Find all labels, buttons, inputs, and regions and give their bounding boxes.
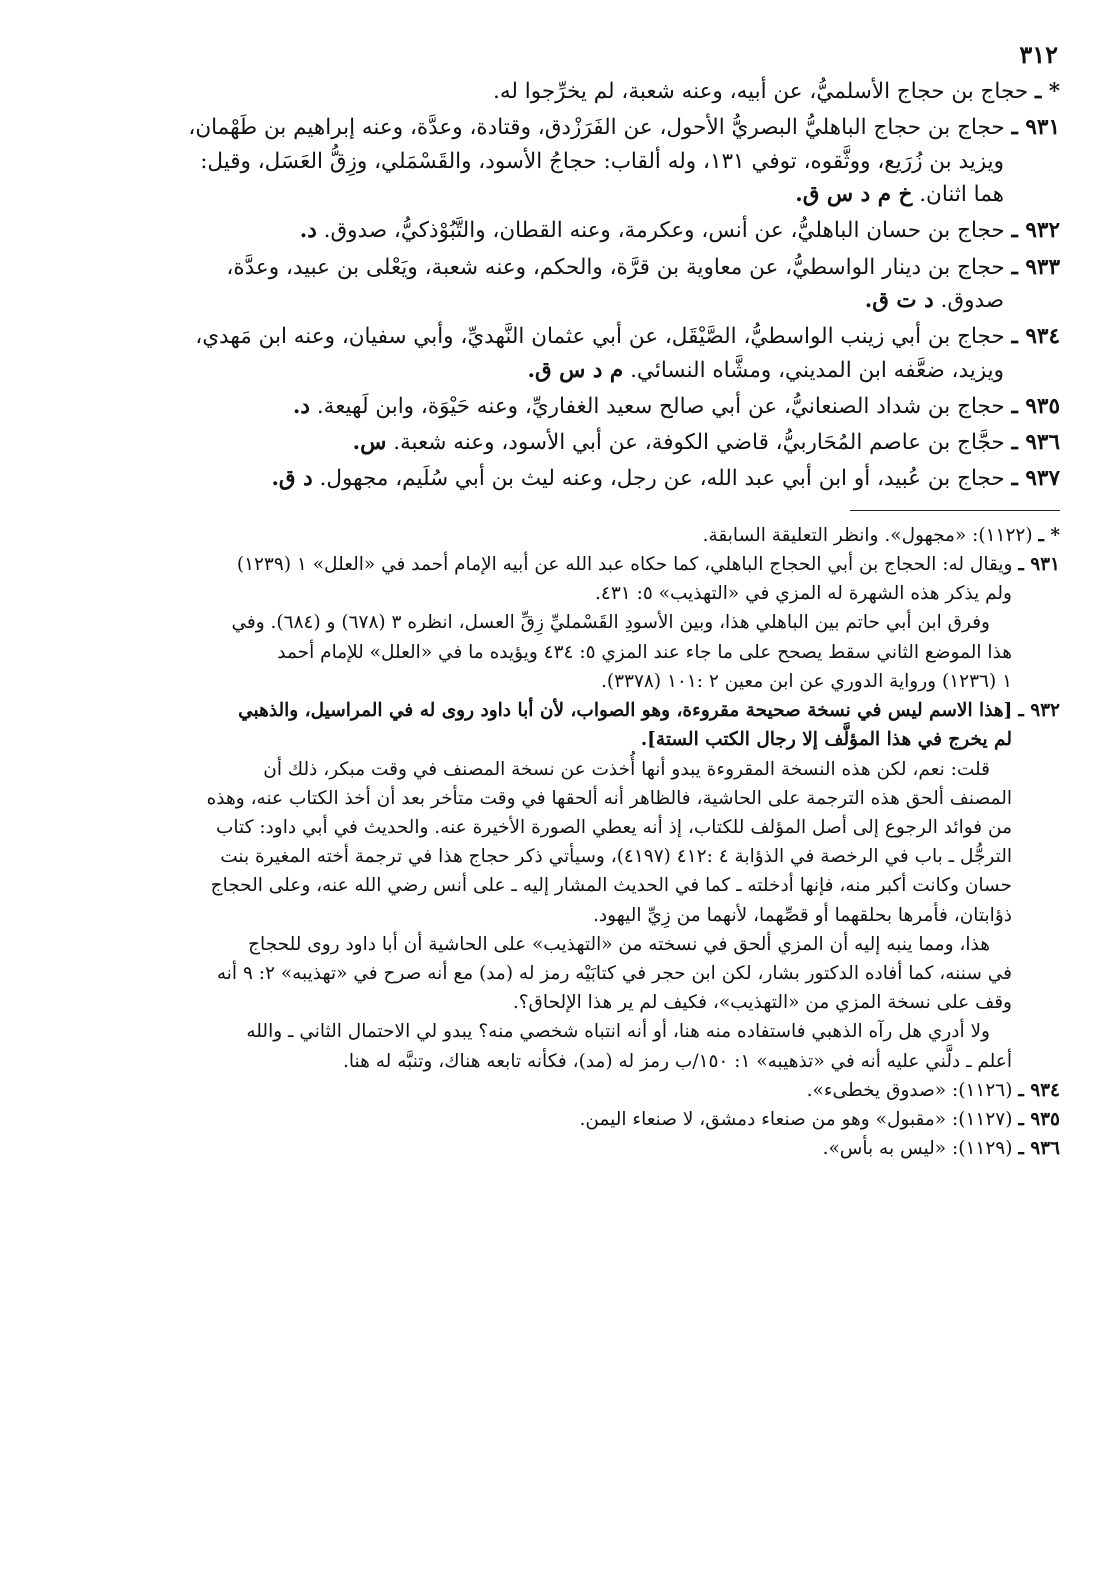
entry-text: حجاج بن حسان الباهليُّ، عن أنس، وعكرمة، وعنه القطان، والتَّبُوْذكيُّ، صدوق.	[323, 218, 1005, 244]
footnote-quoted-note-continued: لم يخرج في هذا المؤلَّف إلا رجال الكتب الستة].	[640, 729, 1012, 751]
footnote-text-continued: حسان وكانت أكبر منه، فإنها أدخلته ـ كما في الحديث المشار إليه ـ على أنس رضي الله عنه، وعلى الحجاج	[210, 875, 1012, 897]
footnote-number: * ـ	[1038, 524, 1060, 546]
rijal-codes: د ق.	[271, 466, 313, 492]
entry-number: ٩٣٦ ـ	[1011, 430, 1060, 456]
footnote-number: ٩٣٦ ـ	[1018, 1138, 1060, 1160]
entry-number: ٩٣١ ـ	[1011, 115, 1060, 141]
entry-text-continued	[30, 354, 1060, 387]
entry-text-line: ويزيد، ضعَّفه ابن المديني، ومشَّاه النسائي.	[630, 357, 1004, 383]
footnote-text-line: وفرق ابن أبي حاتم بين الباهلي هذا، وبين الأسودِ القَسْمليِّ زِقِّ العسل، انظره ٣ (٦٧٨) و (٦٨٤). وفي	[231, 612, 990, 634]
entry-text-line: ويزيد بن زُرَيع، ووثَّقوه، توفي ١٣١، وله ألقاب: حجاجُ الأسود، والقَسْمَلي، وزِقُّ العَسَل، وقيل:	[200, 148, 1004, 174]
footnote-text-continued: وقف على نسخة المزي من «التهذيب»، فكيف لم ير هذا الإلحاق؟.	[512, 992, 1012, 1014]
footnote-text-line: هذا، ومما ينبه إليه أن المزي ألحق في نسخته من «التهذيب» على الحاشية أن أبا داود روى للحجاج	[248, 933, 990, 955]
entry	[30, 320, 1060, 387]
footnote-text-line: ولا أدري هل رآه الذهبي فاستفاده منه هنا، أو أنه انتباه شخصي منه؟ يبدو لي الاحتمال الثاني ـ والله	[246, 1021, 990, 1043]
footnote-text-continued: ولم يذكر هذه الشهرة له المزي في «التهذيب» ٥: ٤٣١.	[595, 583, 1012, 605]
footnote-divider	[850, 510, 1060, 511]
entry	[30, 426, 1060, 459]
footnote-number: ٩٣٢ ـ	[1018, 700, 1060, 722]
entry-text-line: هما اثنان.	[919, 181, 1004, 207]
rijal-codes: س.	[352, 430, 387, 456]
entry	[30, 111, 1060, 211]
footnote	[30, 1105, 1060, 1134]
rijal-codes: م د س ق.	[527, 357, 624, 383]
entry-text: حجاج بن حجاج الباهليُّ البصريُّ الأحول، عن الفَرَزْدق، وقتادة، وعدَّة، وعنه إبراهيم بن طَهْمان،	[188, 115, 1005, 141]
entry-text: حجاج بن أبي زينب الواسطيُّ، الصَّيْقَل، عن أبي عثمان النَّهديِّ، وأبي سفيان، وعنه ابن مَهدي،	[195, 324, 1005, 350]
rijal-codes: خ م د س ق.	[795, 181, 913, 207]
footnote-text-line: قلت: نعم، لكن هذه النسخة المقروءة يبدو أنها أُخذت عن نسخة المصنف في وقت مبكر، ذلك أن	[263, 758, 990, 780]
footnote-text-continued: أعلم ـ دلَّني عليه أنه في «تذهيبه» ١: ١٥٠/ب رمز له (مد)، فكأنه تابعه هناك، وتنبَّه له هنا.	[343, 1050, 1012, 1072]
entry-number: ٩٣٥ ـ	[1011, 393, 1060, 419]
footnote-text-continued: من فوائد الرجوع إلى أصل المؤلف للكتاب، إذ أنه يعطي الصورة الأخيرة عنه. والحديث في أبي داود: كتاب	[216, 816, 1012, 838]
rijal-codes: د.	[292, 393, 310, 419]
footnote	[30, 696, 1060, 1076]
footnote-text: (١١٢٧): «مقبول» وهو من صنعاء دمشق، لا صنعاء اليمن.	[579, 1109, 1013, 1131]
footnote-paragraph	[30, 930, 1060, 959]
entry	[30, 75, 1060, 108]
entry-text-line: صدوق.	[940, 287, 1004, 313]
entry-text: حجَّاج بن عاصم المُحَاربيُّ، قاضي الكوفة، عن أبي الأسود، وعنه شعبة.	[393, 430, 1005, 456]
footnote-paragraph	[30, 1017, 1060, 1046]
footnote-text-continued: هذا الموضع الثاني سقط يصحح على ما جاء عند المزي ٥: ٤٣٤ ويؤيده ما في «العلل» للإمام أحمد	[277, 641, 1012, 663]
footnote-text-continued: المصنف ألحق هذه الترجمة على الحاشية، فالظاهر أنه ألحقها في وقت متأخر بعد أن أخذ الكتاب عنه، وهذه	[206, 787, 1012, 809]
entry-number: ٩٣٤ ـ	[1011, 324, 1060, 350]
entry-text: حجاج بن دينار الواسطيُّ، عن معاوية بن قرَّة، والحكم، وعنه شعبة، ويَعْلى بن عبيد، وعدَّة،	[226, 254, 1005, 280]
entry-text: حجاج بن عُبيد، أو ابن أبي عبد الله، عن رجل، وعنه ليث بن أبي سُلَيم، مجهول.	[319, 466, 1005, 492]
footnote	[30, 550, 1060, 696]
footnote-text-continued: ١ (١٢٣٦) ورواية الدوري عن ابن معين ٢ :١٠١ (٣٣٧٨).	[601, 670, 1012, 692]
footnote-quoted-note: [هذا الاسم ليس في نسخة صحيحة مقروءة، وهو الصواب، لأن أبا داود روى له في المراسيل، والذهبي	[238, 700, 1013, 722]
footnotes-section	[30, 521, 1060, 1164]
footnote-text: ويقال له: الحجاج بن أبي الحجاج الباهلي، كما حكاه عبد الله عن أبيه الإمام أحمد في «العلل» ١ (١٢٣٩)	[236, 553, 1013, 575]
footnote-paragraph	[30, 755, 1060, 784]
footnote-text-continued: في سننه، كما أفاده الدكتور بشار، لكن ابن حجر في كتابَيْه رمز له (مد) مع أنه صرح في «تهذيبه» ٢: ٩ أنه	[216, 963, 1012, 985]
entry-number: * ـ	[1034, 79, 1060, 104]
footnote-text-continued: ذؤابتان، فأمرها بحلقهما أو قصِّهما، لأنهما من زِيِّ اليهود.	[592, 904, 1012, 926]
footnote	[30, 1134, 1060, 1163]
entry-text: حجاج بن شداد الصنعانيُّ، عن أبي صالح سعيد الغفاريِّ، وعنه حَيْوَة، وابن لَهيعة.	[316, 393, 1005, 419]
entry	[30, 462, 1060, 495]
footnote-text-continued: الترجُّل ـ باب في الرخصة في الذؤابة ٤ :٤١٢ (٤١٩٧)، وسيأتي ذكر حجاج هذا في ترجمة أخته المغيرة بنت	[220, 846, 1012, 868]
entry-text-continued	[30, 178, 1060, 211]
footnote	[30, 1076, 1060, 1105]
entry	[30, 390, 1060, 423]
footnote-text: (١١٢٩): «ليس به بأس».	[822, 1138, 1013, 1160]
entry-number: ٩٣٣ ـ	[1011, 254, 1060, 280]
rijal-codes: د ت ق.	[864, 287, 934, 313]
entry-text-continued	[30, 145, 1060, 178]
entries-section	[30, 75, 1060, 496]
entry-text: حجاج بن حجاج الأسلميُّ، عن أبيه، وعنه شعبة، لم يخرِّجوا له.	[493, 79, 1029, 104]
book-page	[30, 40, 1060, 1164]
footnote-number: ٩٣١ ـ	[1018, 553, 1060, 575]
rijal-codes: د.	[299, 218, 317, 244]
footnote-text: (١١٢٦): «صدوق يخطىء».	[806, 1079, 1013, 1101]
footnote-paragraph	[30, 608, 1060, 637]
entry-number: ٩٣٧ ـ	[1011, 466, 1060, 492]
footnote-number: ٩٣٤ ـ	[1018, 1079, 1060, 1101]
entry-number: ٩٣٢ ـ	[1011, 218, 1060, 244]
entry	[30, 214, 1060, 247]
footnote-number: ٩٣٥ ـ	[1018, 1109, 1060, 1131]
footnote-text: (١١٢٢): «مجهول». وانظر التعليقة السابقة.	[702, 524, 1033, 546]
entry-text-continued	[30, 284, 1060, 317]
entry	[30, 251, 1060, 318]
page-number: ٣١٢	[1019, 40, 1058, 69]
footnote	[30, 521, 1060, 550]
